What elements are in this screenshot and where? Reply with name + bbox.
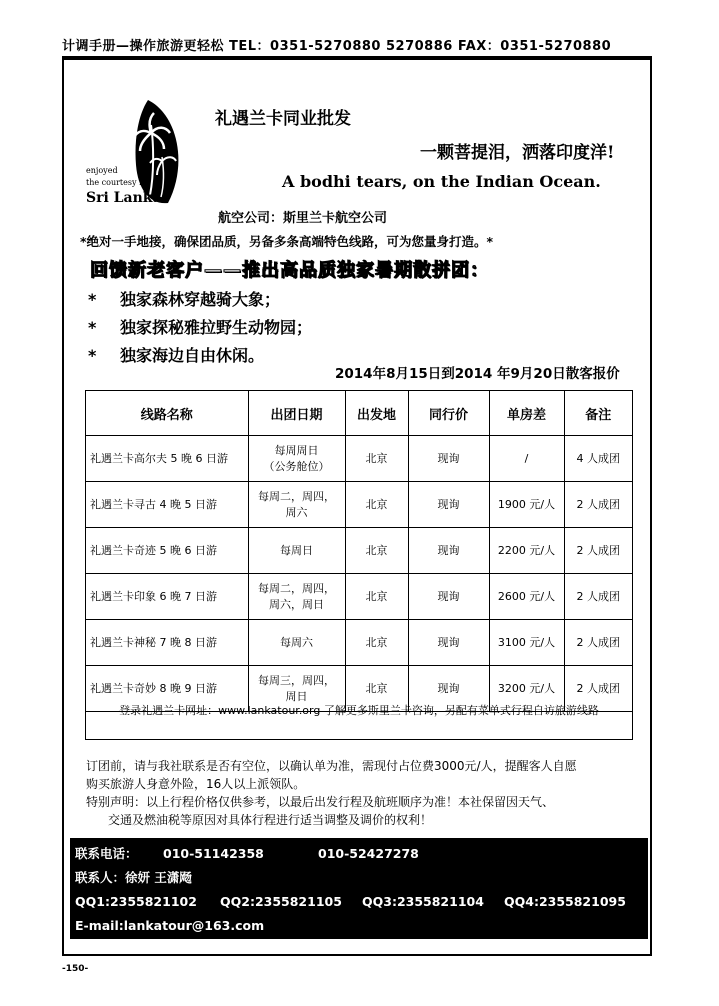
brand-title: 礼遇兰卡同业批发 (215, 109, 351, 129)
cell-text: 礼遇兰卡印象 6 晚 7 日游 (90, 589, 217, 603)
feature-bullet: * (88, 346, 97, 365)
cell-text: 2600 元/人 (497, 589, 556, 603)
cell-text: 现询 (437, 543, 460, 557)
cell-text: 礼遇兰卡奇迹 5 晚 6 日游 (90, 543, 217, 557)
website-line: 登录礼遇兰卡网址：www.lankatour.org 了解更多斯里兰卡咨询，另配有菜单式行程自访旅游线路 (119, 704, 599, 717)
cell-text: 现询 (437, 681, 460, 695)
cell-remark (564, 436, 632, 482)
cell-text: 3100 元/人 (497, 635, 556, 649)
table-row (86, 528, 632, 574)
cell-text: 每周二，周四， (258, 582, 335, 596)
cell-text: / (524, 451, 529, 465)
cell-route-name (86, 620, 248, 666)
feature-item (88, 343, 264, 366)
feature-item (88, 315, 312, 338)
col-header-departure-date: 出团日期 (248, 391, 345, 436)
cell-text: 礼遇兰卡奇妙 8 晚 9 日游 (90, 681, 217, 695)
cell-text: 周六，周日 (269, 597, 324, 611)
cell-text: 现询 (437, 635, 460, 649)
col-header-remark: 备注 (564, 391, 632, 436)
cell-text: 2200 元/人 (497, 543, 556, 557)
cell-single-supplement (489, 436, 564, 482)
cell-text: 3200 元/人 (497, 681, 556, 695)
phone-label: 联系电话： (75, 846, 138, 861)
cell-price (408, 574, 489, 620)
cell-text: 2 人成团 (576, 681, 620, 695)
cell-remark (564, 620, 632, 666)
cell-origin (345, 574, 408, 620)
phone-2: 010-52427278 (318, 846, 419, 861)
cell-price (408, 482, 489, 528)
col-header-single-supplement: 单房差 (489, 391, 564, 436)
logo-line1: enjoyed (86, 166, 118, 175)
logo-brand: Sri Lanka (86, 190, 162, 206)
cell-route-name (86, 528, 248, 574)
cell-text: 周六 (285, 505, 308, 519)
phone-1: 010-51142358 (163, 846, 264, 861)
cell-text: （公务舱位） (263, 459, 330, 473)
price-table (86, 391, 632, 712)
feature-item (88, 287, 280, 310)
cell-origin (345, 528, 408, 574)
cell-text: 现询 (437, 451, 460, 465)
order-note-line: 购买旅游人身意外险，16人以上派领队。 (86, 777, 306, 791)
cell-text: 2 人成团 (576, 589, 620, 603)
table-row (86, 482, 632, 528)
feature-bullet: * (88, 318, 97, 337)
sri-lanka-logo (78, 95, 198, 210)
contact-phone-row (75, 842, 648, 866)
cell-text: 每周二，周四， (258, 490, 335, 504)
cell-single-supplement (489, 528, 564, 574)
cell-route-name (86, 482, 248, 528)
qq-3: QQ3:2355821104 (362, 894, 484, 909)
promo-heading: 回馈新老客户——推出高品质独家暑期散拼团： (90, 260, 489, 281)
qq-2: QQ2:2355821105 (220, 894, 342, 909)
cell-text: 1900 元/人 (497, 497, 556, 511)
contact-email[interactable]: E-mail:lankatour@163.com (75, 918, 265, 933)
contact-box (70, 838, 648, 939)
order-note-line: 订团前，请与我社联系是否有空位，以确认单为准，需现付占位费3000元/人，提醒客人自愿 (86, 759, 577, 773)
cell-text: 礼遇兰卡寻古 4 晚 5 日游 (90, 497, 217, 511)
cell-text: 现询 (437, 589, 460, 603)
col-header-route: 线路名称 (86, 391, 248, 436)
cell-remark (564, 528, 632, 574)
cell-departure-date (248, 574, 345, 620)
slogan-cn: 一颗菩提泪，洒落印度洋! (420, 143, 615, 163)
cell-text: 礼遇兰卡神秘 7 晚 8 日游 (90, 635, 217, 649)
cell-price (408, 528, 489, 574)
col-header-price: 同行价 (408, 391, 489, 436)
logo-line2: the courtesy in (86, 178, 147, 187)
cell-single-supplement (489, 482, 564, 528)
cell-route-name (86, 574, 248, 620)
cell-price (408, 620, 489, 666)
feature-text: 独家森林穿越骑大象； (120, 290, 281, 309)
cell-text: 2 人成团 (576, 543, 620, 557)
cell-text: 北京 (365, 635, 388, 649)
contact-person: 联系人：徐妍 王潇飏 (75, 870, 192, 885)
cell-price (408, 436, 489, 482)
cell-origin (345, 620, 408, 666)
cell-text: 北京 (365, 589, 388, 603)
table-row (86, 620, 632, 666)
cell-departure-date (248, 436, 345, 482)
feature-text: 独家探秘雅拉野生动物园； (120, 318, 313, 337)
cell-text: 北京 (365, 543, 388, 557)
cell-single-supplement (489, 574, 564, 620)
cell-text: 2 人成团 (576, 635, 620, 649)
feature-text: 独家海边自由休闲。 (120, 346, 265, 365)
cell-text: 礼遇兰卡高尔夫 5 晚 6 日游 (90, 451, 228, 465)
page-number: -150- (62, 964, 89, 974)
cell-text: 北京 (365, 497, 388, 511)
table-row (86, 436, 632, 482)
slogan-en: A bodhi tears, on the Indian Ocean. (282, 172, 601, 191)
cell-text: 4 人成团 (576, 451, 620, 465)
cell-text: 现询 (437, 497, 460, 511)
qq-1: QQ1:2355821102 (75, 894, 197, 909)
cell-text: 2 人成团 (576, 497, 620, 511)
cell-origin (345, 436, 408, 482)
qq-4: QQ4:2355821095 (504, 894, 626, 909)
order-note-line: 特别声明：以上行程价格仅供参考，以最后出发行程及航班顺序为准！本社保留因天气、 (86, 795, 555, 809)
cell-remark (564, 482, 632, 528)
cell-text: 北京 (365, 681, 388, 695)
page-header: 计调手册—操作旅游更轻松 TEL：0351-5270880 5270886 FAX：0351-5270880 (62, 35, 652, 58)
cell-departure-date (248, 620, 345, 666)
contact-qq-row (75, 890, 648, 914)
airline: 航空公司：斯里兰卡航空公司 (218, 211, 388, 226)
cell-text: 周日 (285, 689, 308, 703)
table-row (86, 574, 632, 620)
price-date-range: 2014年8月15日到2014 年9月20日散客报价 (335, 366, 620, 382)
feature-bullet: * (88, 290, 97, 309)
cell-text: 北京 (365, 451, 388, 465)
cell-text: 每周三，周四， (258, 674, 335, 688)
order-notes (86, 757, 636, 829)
price-table-box (85, 390, 633, 740)
service-note: *绝对一手地接，确保团品质，另备多条高端特色线路，可为您量身打造。* (80, 234, 494, 249)
cell-text: 每周周日 (274, 444, 319, 458)
col-header-origin: 出发地 (345, 391, 408, 436)
cell-departure-date (248, 482, 345, 528)
cell-route-name (86, 436, 248, 482)
cell-remark (564, 574, 632, 620)
cell-origin (345, 482, 408, 528)
cell-text: 每周日 (280, 543, 313, 557)
cell-single-supplement (489, 620, 564, 666)
cell-departure-date (248, 528, 345, 574)
order-note-line: 交通及燃油税等原因对具体行程进行适当调整及调价的权利！ (108, 813, 433, 827)
cell-text: 每周六 (280, 635, 313, 649)
